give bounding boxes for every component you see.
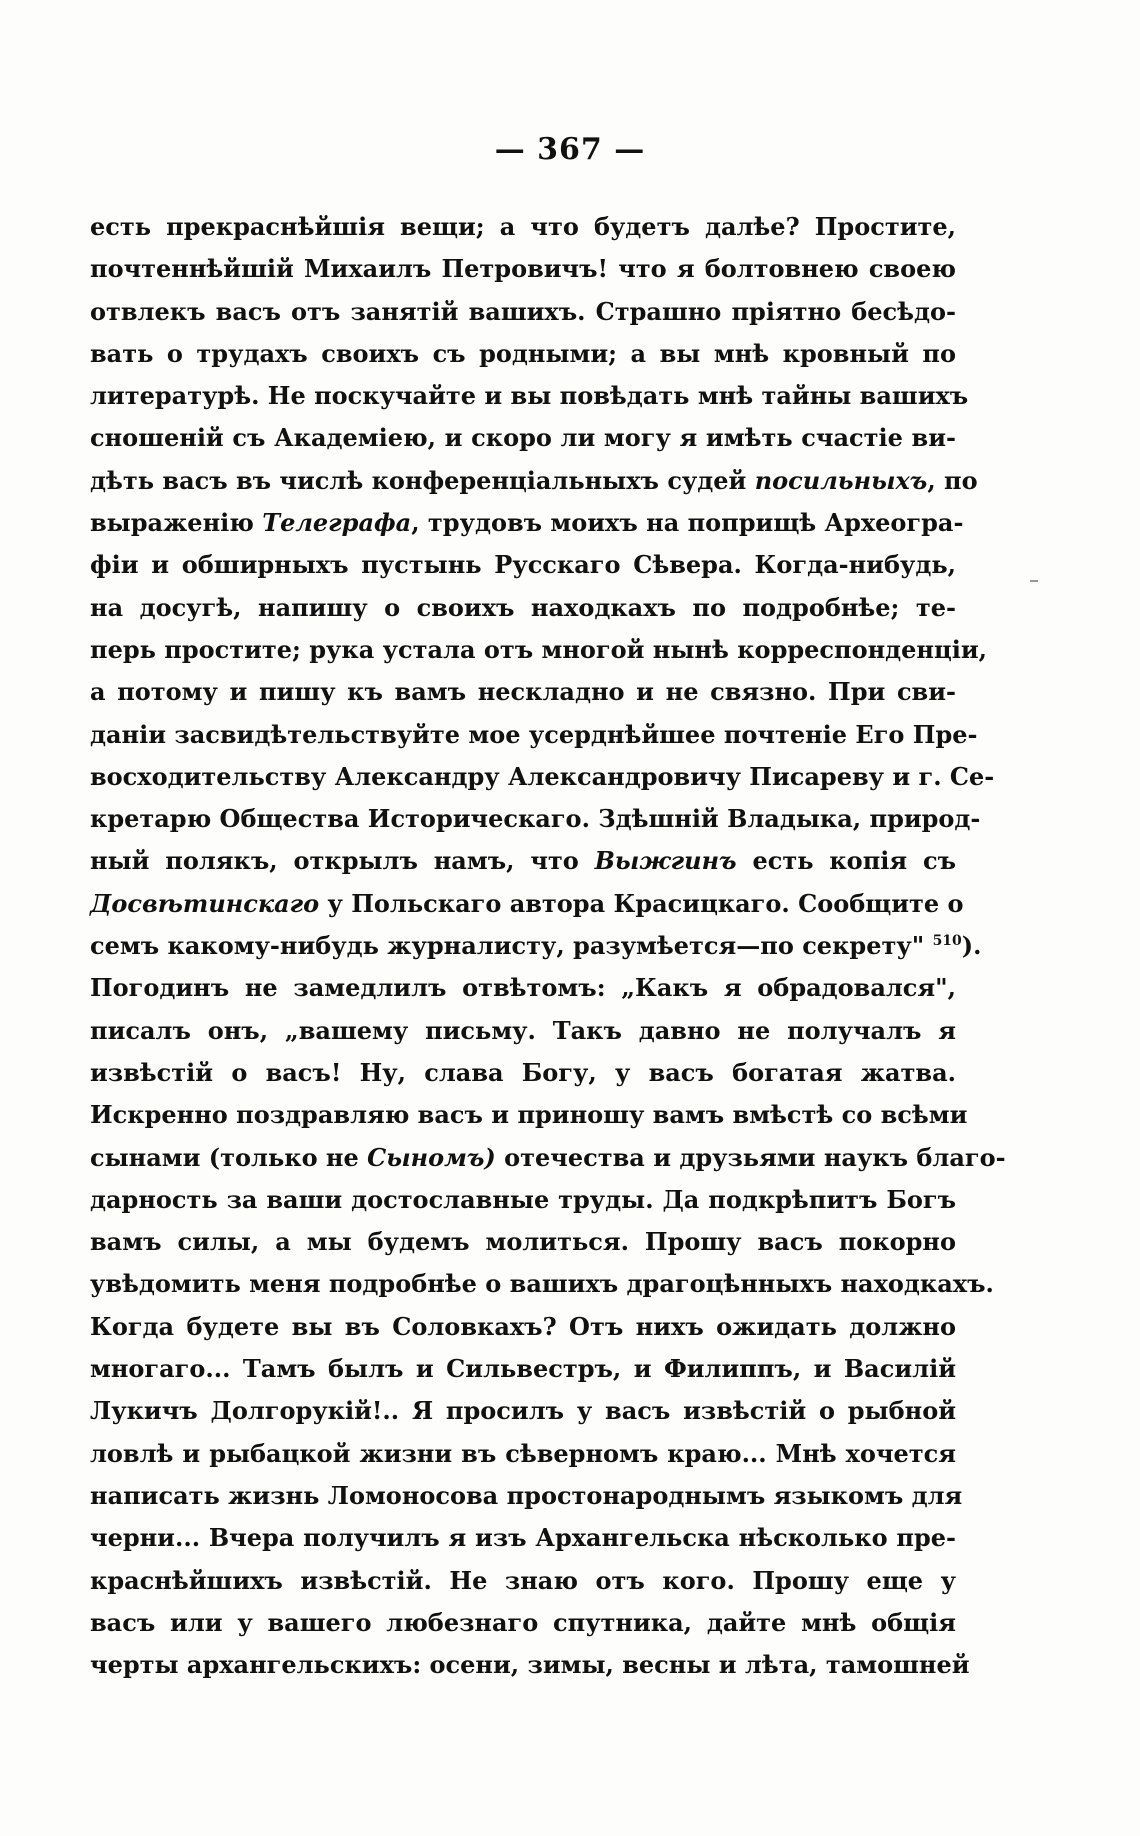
text-segment: , трудовъ моихъ на поприщѣ Археогра- <box>411 508 964 538</box>
text-line: писалъ онъ, „вашему письму. Такъ давно не получалъ я <box>90 1015 956 1045</box>
text-line: фіи и обширныхъ пустынь Русскаго Сѣвера. Когда-нибудь, <box>90 550 956 580</box>
text-line: Лукичъ Долгорукій!.. Я просилъ у васъ извѣстій о рыбной <box>90 1396 956 1426</box>
text-line: есть прекраснѣйшія вещи; а что будетъ далѣе? Простите, <box>90 212 956 241</box>
text-segment: выраженію <box>90 508 263 538</box>
text-line: кретарю Общества Историческаго. Здѣшній Владыка, природ- <box>90 804 981 834</box>
text-line: восходительству Александру Александровичу Писареву и г. Се- <box>90 761 995 791</box>
text-line: черты архангельскихъ: осени, зимы, весны и лѣта, тамошней <box>90 1650 970 1680</box>
text-line: черни... Вчера получилъ я изъ Архангельска нѣсколько пре- <box>90 1523 956 1553</box>
text-segment: сынами (только не <box>90 1142 368 1172</box>
text-line: даніи засвидѣтельствуйте мое усерднѣйшее почтеніе Его Пре- <box>90 719 978 749</box>
text-line: многаго... Тамъ былъ и Сильвестръ, и Филиппъ, и Василій <box>90 1354 956 1384</box>
text-segment: семъ какому-нибудь журналисту, разумѣется—по секрету" <box>90 931 933 961</box>
text-line: на досугѣ, напишу о своихъ находкахъ по подробнѣе; те- <box>90 592 956 622</box>
body-text <box>90 206 1006 1686</box>
text-segment: отечества и друзьями наукъ благо- <box>495 1142 1006 1172</box>
italic-term: Телеграфа <box>262 508 412 538</box>
text-segment: , по <box>927 465 978 495</box>
text-line: васъ или у вашего любезнаго спутника, дайте мнѣ общія <box>90 1607 956 1637</box>
text-line <box>90 840 956 882</box>
text-line: Погодинъ не замедлилъ отвѣтомъ: „Какъ я обрадовался", <box>90 973 956 1003</box>
text-line <box>90 925 982 967</box>
italic-term: Досвѣтинскаго <box>90 888 320 918</box>
margin-mark <box>1030 580 1038 582</box>
text-line: почтеннѣйшій Михаилъ Петровичъ! что я болтовнею своею <box>90 254 956 284</box>
italic-term: Сыномъ) <box>367 1142 496 1172</box>
text-line <box>90 502 964 544</box>
text-line <box>90 1137 1006 1179</box>
text-line: вамъ силы, а мы будемъ молиться. Прошу васъ покорно <box>90 1227 956 1257</box>
italic-term: Выжгинъ <box>594 846 737 876</box>
footnote-ref: 510 <box>932 933 962 950</box>
text-line <box>90 883 964 925</box>
text-line: краснѣйшихъ извѣстій. Не знаю отъ кого. Прошу еще у <box>90 1565 956 1595</box>
text-line: Искренно поздравляю васъ и приношу вамъ вмѣстѣ со всѣми <box>90 1100 968 1130</box>
text-line <box>90 460 978 502</box>
text-line: увѣдомить меня подробнѣе о вашихъ драгоцѣнныхъ находкахъ. <box>90 1269 994 1299</box>
text-segment: есть копія съ <box>736 846 956 876</box>
text-line: написать жизнь Ломоносова простонароднымъ языкомъ для <box>90 1480 963 1510</box>
text-segment: ный полякъ, открылъ намъ, что <box>90 846 595 876</box>
text-line: ловлѣ и рыбацкой жизни въ сѣверномъ краю... Мнѣ хочется <box>90 1438 956 1468</box>
text-line: отвлекъ васъ отъ занятій вашихъ. Страшно пріятно бесѣдо- <box>90 296 956 326</box>
text-segment: дѣть васъ въ числѣ конференціальныхъ судей <box>90 465 755 495</box>
text-line: сношеній съ Академіею, и скоро ли могу я имѣть счастіе ви- <box>90 423 956 453</box>
text-line: извѣстій о васъ! Ну, слава Богу, у васъ богатая жатва. <box>90 1057 956 1087</box>
italic-term: посильныхъ <box>754 465 928 495</box>
text-line: дарность за ваши достославные труды. Да подкрѣпитъ Богъ <box>90 1184 956 1214</box>
text-line: вать о трудахъ своихъ съ родными; а вы мнѣ кровный по <box>90 338 956 368</box>
text-line: а потому и пишу къ вамъ нескладно и не связно. При сви- <box>90 677 956 707</box>
page-number: — 367 — <box>494 132 646 167</box>
text-segment: ). <box>961 931 982 961</box>
text-line: Когда будете вы въ Соловкахъ? Отъ нихъ ожидать должно <box>90 1311 956 1341</box>
text-line: перь простите; рука устала отъ многой нынѣ корреспонденціи, <box>90 634 987 664</box>
text-line: литературѣ. Не поскучайте и вы повѣдать мнѣ тайны вашихъ <box>90 381 969 411</box>
text-segment: у Польскаго автора Красицкаго. Сообщите о <box>319 888 964 918</box>
